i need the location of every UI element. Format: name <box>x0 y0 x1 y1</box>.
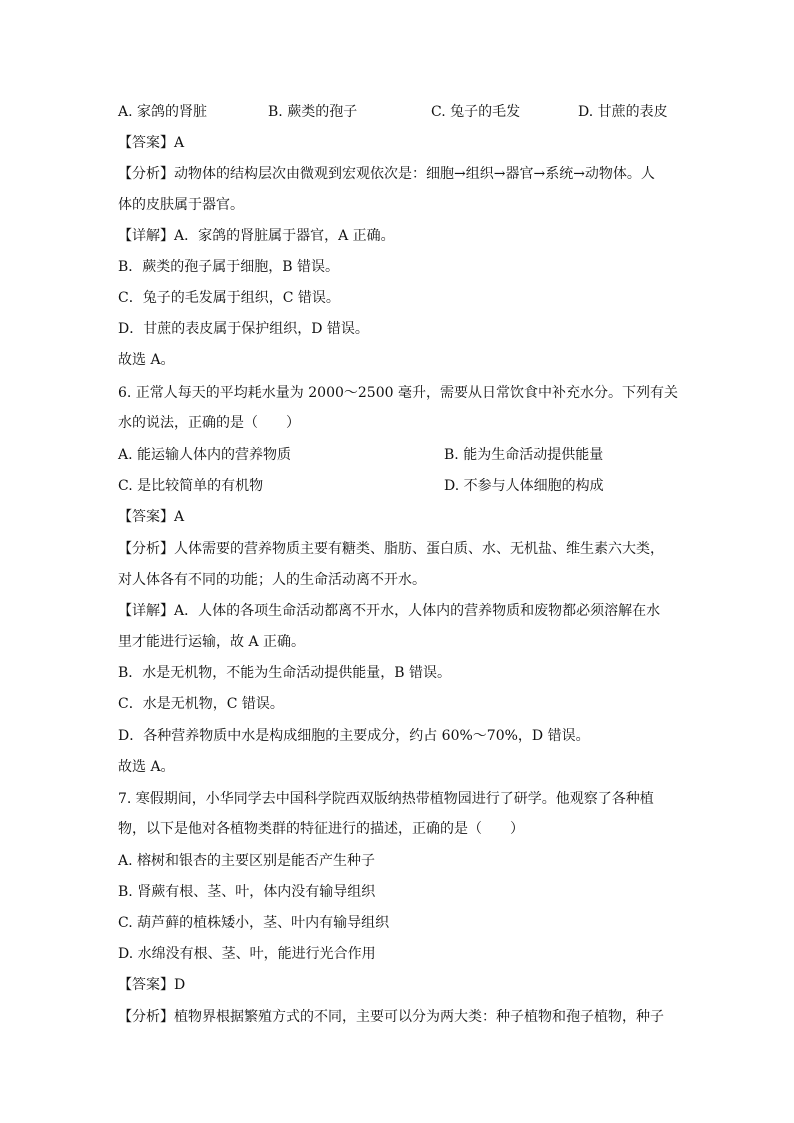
q6-detail-line-2: 里才能进行运输，故 A 正确。 <box>118 634 306 650</box>
q6-option-d: D. 不参与人体细胞的构成 <box>444 478 604 494</box>
q6-option-a: A. 能运输人体内的营养物质 <box>118 447 292 463</box>
q6-stem-line-1: 6. 正常人每天的平均耗水量为 2000～2500 毫升，需要从日常饮食中补充水分。下列有关 <box>118 385 678 401</box>
q6-analysis-line-2: 对人体各有不同的功能；人的生命活动离不开水。 <box>118 572 426 588</box>
q5-detail-line-1: 【详解】A．家鸽的肾脏属于器官，A 正确。 <box>118 228 395 244</box>
q6-detail-line-3: B．水是无机物，不能为生命活动提供能量，B 错误。 <box>118 665 452 681</box>
q7-option-b: B. 肾蕨有根、茎、叶，体内没有输导组织 <box>118 884 376 900</box>
q7-option-c: C. 葫芦藓的植株矮小，茎、叶内有输导组织 <box>118 915 390 931</box>
q6-conclusion: 故选 A。 <box>118 759 175 775</box>
q5-option-d: D. 甘蔗的表皮 <box>578 104 668 120</box>
q5-detail-line-3: C．兔子的毛发属于组织，C 错误。 <box>118 290 340 306</box>
q6-option-c: C. 是比较简单的有机物 <box>118 478 264 494</box>
q5-option-c: C. 兔子的毛发 <box>431 104 521 120</box>
q6-analysis-line-1: 【分析】人体需要的营养物质主要有糖类、脂肪、蛋白质、水、无机盐、维生素六大类， <box>118 541 664 557</box>
q6-detail-line-1: 【详解】A．人体的各项生命活动都离不开水，人体内的营养物质和废物都必须溶解在水 <box>118 603 661 619</box>
q7-analysis-line-1: 【分析】植物界根据繁殖方式的不同，主要可以分为两大类：种子植物和孢子植物，种子 <box>118 1009 664 1025</box>
q7-option-a: A. 榕树和银杏的主要区别是能否产生种子 <box>118 853 376 869</box>
q7-answer: 【答案】D <box>118 977 186 993</box>
q5-options <box>118 102 678 122</box>
q5-answer: 【答案】A <box>118 135 185 151</box>
q7-option-d: D. 水绵没有根、茎、叶，能进行光合作用 <box>118 946 376 962</box>
q6-options-row-1 <box>118 445 678 465</box>
q5-detail-line-2: B．蕨类的孢子属于细胞，B 错误。 <box>118 259 340 275</box>
q5-analysis-line-2: 体的皮肤属于器官。 <box>118 197 244 213</box>
q6-answer: 【答案】A <box>118 509 185 525</box>
q7-stem-line-1: 7. 寒假期间，小华同学去中国科学院西双版纳热带植物园进行了研学。他观察了各种植 <box>118 791 654 807</box>
q7-stem-line-2: 物，以下是他对各植物类群的特征进行的描述，正确的是（ ） <box>118 821 524 837</box>
q5-detail-line-4: D．甘蔗的表皮属于保护组织，D 错误。 <box>118 321 369 337</box>
q6-options-row-2 <box>118 476 678 496</box>
q6-stem-line-2: 水的说法，正确的是（ ） <box>118 415 300 431</box>
q5-option-a: A. 家鸽的肾脏 <box>118 104 208 120</box>
q5-conclusion: 故选 A。 <box>118 352 175 368</box>
q5-option-b: B. 蕨类的孢子 <box>268 104 358 120</box>
q5-analysis-line-1: 【分析】动物体的结构层次由微观到宏观依次是：细胞→组织→器官→系统→动物体。人 <box>118 166 655 182</box>
q6-detail-line-5: D．各种营养物质中水是构成细胞的主要成分，约占 60%～70%，D 错误。 <box>118 728 590 744</box>
q6-detail-line-4: C．水是无机物，C 错误。 <box>118 696 284 712</box>
q6-option-b: B. 能为生命活动提供能量 <box>444 447 604 463</box>
